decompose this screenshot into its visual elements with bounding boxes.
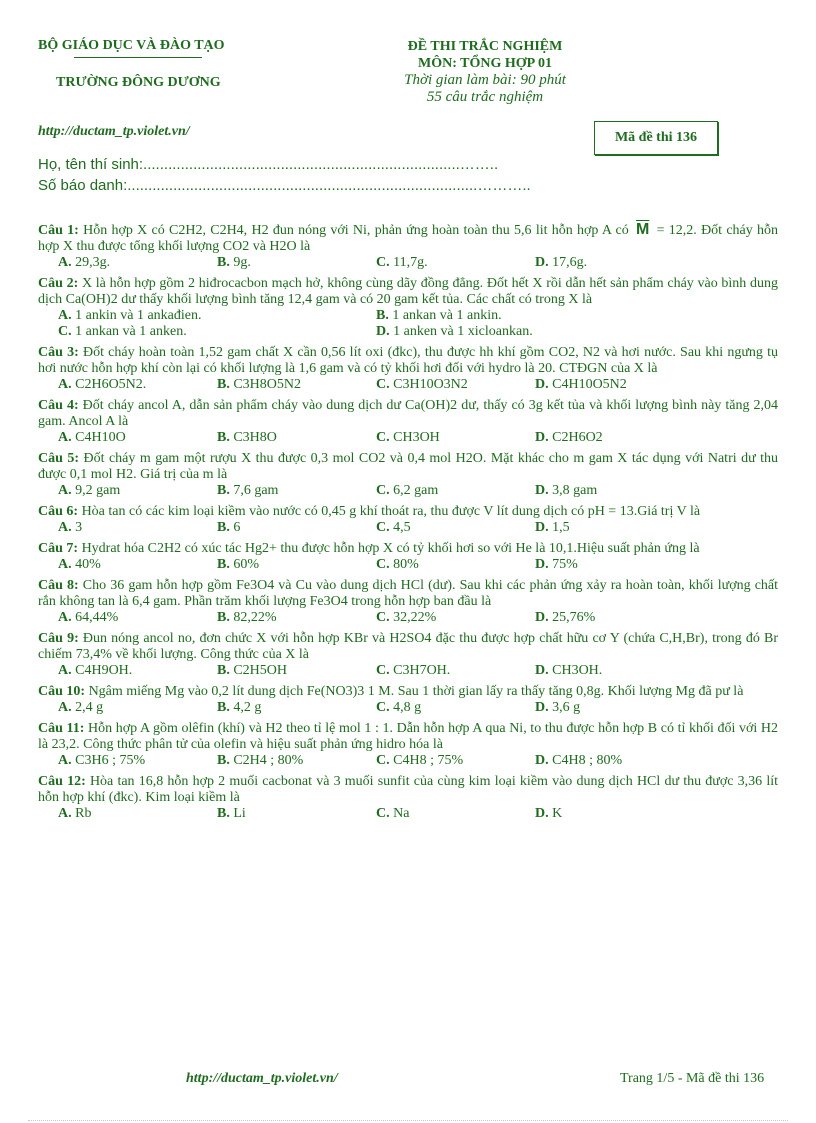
answer-option[interactable] bbox=[58, 753, 217, 769]
option-text: C3H8O5N2 bbox=[233, 377, 302, 392]
answer-option[interactable] bbox=[376, 377, 535, 393]
option-text: C3H10O3N2 bbox=[393, 377, 468, 392]
question-item bbox=[38, 578, 778, 626]
question-body: Cho 36 gam hỗn hợp gồm Fe3O4 và Cu vào dung dịch HCl (dư). Sau khi các phản ứng xảy ra hoàn toàn, khối lượng chất rắn không tan là 6,4 gam. Phần trăm khối lượng Fe3O4 trong hỗn hợp ban đầu là bbox=[38, 578, 779, 609]
option-letter: B. bbox=[376, 308, 389, 323]
question-text bbox=[38, 774, 778, 806]
answer-option[interactable] bbox=[58, 663, 217, 679]
option-letter: B. bbox=[217, 753, 230, 768]
answer-option[interactable] bbox=[535, 377, 694, 393]
question-number: Câu 5: bbox=[38, 451, 80, 466]
option-letter: B. bbox=[217, 255, 230, 270]
website-link[interactable]: http://ductam_tp.violet.vn/ bbox=[38, 124, 190, 139]
question-body: Đốt cháy hoàn toàn 1,52 gam chất X cần 0,56 lít oxi (đkc), thu được hh khí gồm CO2, N2 và hơi nước. Sau khi ngưng tụ hơi nước hỗn hợp khí còn lại có khối lượng là 1,6 gam và có tỷ khối hơi đối với hydro là 20. CTĐGN của X là bbox=[38, 345, 779, 376]
option-text: C4H8 ; 75% bbox=[393, 753, 464, 768]
student-name-field[interactable]: Họ, tên thí sinh:............................................................................…….. bbox=[38, 156, 499, 173]
option-letter: C. bbox=[376, 255, 390, 270]
exam-question-count: 55 câu trắc nghiệm bbox=[426, 89, 544, 105]
question-number: Câu 8: bbox=[38, 578, 79, 593]
option-letter: C. bbox=[376, 806, 390, 821]
option-letter: A. bbox=[58, 700, 72, 715]
answer-option[interactable] bbox=[376, 610, 535, 626]
option-text: 11,7g. bbox=[393, 255, 428, 270]
option-letter: D. bbox=[535, 255, 549, 270]
answer-option[interactable] bbox=[58, 324, 376, 340]
option-letter: B. bbox=[217, 483, 230, 498]
answer-option[interactable] bbox=[535, 255, 694, 271]
answer-option[interactable] bbox=[535, 520, 694, 536]
option-text: 75% bbox=[552, 557, 578, 572]
question-number: Câu 4: bbox=[38, 398, 79, 413]
option-letter: C. bbox=[376, 753, 390, 768]
answer-option[interactable] bbox=[535, 430, 694, 446]
option-letter: C. bbox=[376, 430, 390, 445]
answer-option[interactable] bbox=[58, 483, 217, 499]
answer-options bbox=[38, 430, 778, 446]
option-letter: D. bbox=[535, 753, 549, 768]
question-item bbox=[38, 276, 778, 340]
answer-option[interactable] bbox=[58, 520, 217, 536]
school-name: TRƯỜNG ĐÔNG DƯƠNG bbox=[56, 75, 221, 90]
answer-option[interactable] bbox=[217, 663, 376, 679]
answer-option[interactable] bbox=[376, 663, 535, 679]
answer-option[interactable] bbox=[58, 610, 217, 626]
answer-option[interactable] bbox=[535, 557, 694, 573]
answer-option[interactable] bbox=[376, 520, 535, 536]
option-text: C2H5OH bbox=[233, 663, 288, 678]
option-letter: D. bbox=[535, 663, 549, 678]
question-number: Câu 10: bbox=[38, 684, 86, 699]
option-letter: D. bbox=[376, 324, 390, 339]
answer-option[interactable] bbox=[376, 806, 535, 822]
question-body: Ngâm miếng Mg vào 0,2 lít dung dịch Fe(NO3)3 1 M. Sau 1 thời gian lấy ra thấy tăng 0,8g. Khối lượng Mg đã pư là bbox=[88, 684, 744, 699]
option-text: 17,6g. bbox=[552, 255, 588, 270]
answer-option[interactable] bbox=[535, 610, 694, 626]
answer-option[interactable] bbox=[58, 308, 376, 324]
answer-option[interactable] bbox=[58, 806, 217, 822]
option-letter: A. bbox=[58, 610, 72, 625]
answer-options bbox=[38, 700, 778, 716]
answer-option[interactable] bbox=[217, 557, 376, 573]
option-text: 1 anken và 1 xicloankan. bbox=[393, 324, 533, 339]
option-letter: A. bbox=[58, 520, 72, 535]
option-letter: D. bbox=[535, 610, 549, 625]
option-text: 6,2 gam bbox=[393, 483, 439, 498]
answer-option[interactable] bbox=[217, 483, 376, 499]
answer-options bbox=[38, 663, 778, 679]
question-body: Đốt cháy m gam một rượu X thu được 0,3 mol CO2 và 0,4 mol H2O. Mặt khác cho m gam X tác dụng với Natri dư thu được 0,1 mol H2. Giá trị của m là bbox=[38, 451, 779, 482]
option-text: Na bbox=[393, 806, 410, 821]
option-text: 29,3g. bbox=[75, 255, 111, 270]
question-text bbox=[38, 684, 778, 700]
option-text: 40% bbox=[75, 557, 101, 572]
question-item bbox=[38, 504, 778, 536]
option-text: Rb bbox=[75, 806, 92, 821]
answer-option[interactable] bbox=[376, 753, 535, 769]
option-letter: D. bbox=[535, 377, 549, 392]
option-text: C4H10O5N2 bbox=[552, 377, 627, 392]
question-body-continued: = 12,2. Đốt cháy hỗn hợp X thu được tổng khối lượng CO2 và H2O là bbox=[38, 223, 779, 254]
footer-website-link[interactable]: http://ductam_tp.violet.vn/ bbox=[186, 1071, 338, 1086]
question-text bbox=[38, 504, 778, 520]
question-text bbox=[38, 721, 778, 753]
option-letter: A. bbox=[58, 806, 72, 821]
option-text: CH3OH bbox=[393, 430, 440, 445]
option-letter: C. bbox=[376, 610, 390, 625]
question-body: Đun nóng ancol no, đơn chức X với hỗn hợp KBr và H2SO4 đặc thu được hợp chất hữu cơ Y (chứa C,H,Br), trong đó Br chiếm 73,4% về khối lượng. Công thức của X là bbox=[38, 631, 779, 662]
exam-title: ĐỀ THI TRẮC NGHIỆM bbox=[407, 39, 563, 54]
option-text: 82,22% bbox=[233, 610, 277, 625]
option-text: C4H10O bbox=[75, 430, 126, 445]
answer-option[interactable] bbox=[217, 700, 376, 716]
option-letter: A. bbox=[58, 663, 72, 678]
option-text: 4,5 bbox=[393, 520, 411, 535]
option-letter: B. bbox=[217, 430, 230, 445]
option-letter: D. bbox=[535, 520, 549, 535]
option-letter: D. bbox=[535, 806, 549, 821]
option-letter: B. bbox=[217, 520, 230, 535]
mean-molar-mass-symbol: $\overline{M}$ bbox=[636, 221, 650, 238]
answer-options bbox=[38, 806, 778, 822]
option-text: C4H9OH. bbox=[75, 663, 133, 678]
option-text: 3,6 g bbox=[552, 700, 581, 715]
option-text: C2H4 ; 80% bbox=[233, 753, 304, 768]
exam-code-box: Mã đề thi 136 bbox=[594, 121, 718, 155]
answer-option[interactable] bbox=[58, 377, 217, 393]
option-text: 1 ankin và 1 ankađien. bbox=[75, 308, 202, 323]
question-number: Câu 1: bbox=[38, 223, 79, 238]
question-body: Hòa tan có các kim loại kiềm vào nước có 0,45 g khí thoát ra, thu được V lít dung dịch có pH = 13.Giá trị V là bbox=[81, 504, 701, 519]
student-info bbox=[38, 154, 531, 196]
option-letter: C. bbox=[376, 557, 390, 572]
option-text: C3H8O bbox=[233, 430, 277, 445]
option-letter: A. bbox=[58, 255, 72, 270]
option-text: 1 ankan và 1 anken. bbox=[75, 324, 187, 339]
option-letter: C. bbox=[376, 377, 390, 392]
question-number: Câu 7: bbox=[38, 541, 79, 556]
option-letter: C. bbox=[376, 483, 390, 498]
option-letter: B. bbox=[217, 663, 230, 678]
answer-options bbox=[38, 610, 778, 626]
ministry-underline bbox=[74, 57, 202, 58]
question-number: Câu 3: bbox=[38, 345, 79, 360]
option-letter: D. bbox=[535, 483, 549, 498]
answer-option[interactable] bbox=[535, 700, 694, 716]
option-letter: C. bbox=[376, 520, 390, 535]
answer-option[interactable] bbox=[376, 483, 535, 499]
answer-options bbox=[38, 520, 778, 536]
answer-option[interactable] bbox=[535, 806, 694, 822]
answer-option[interactable] bbox=[217, 255, 376, 271]
question-item bbox=[38, 345, 778, 393]
question-body: X là hỗn hợp gồm 2 hiđrocacbon mạch hở, không cùng dãy đồng đẳng. Đốt hết X rồi dẫn hết sản phẩm cháy vào bình dung dịch Ca(OH)2 dư thấy khối lượng bình tăng 12,4 gam và có 20 gam kết tủa. Các chất có trong X là bbox=[38, 276, 778, 307]
question-number: Câu 11: bbox=[38, 721, 85, 736]
exam-subject: MÔN: TỔNG HỢP 01 bbox=[418, 56, 552, 71]
option-letter: D. bbox=[535, 557, 549, 572]
option-text: 32,22% bbox=[393, 610, 437, 625]
option-text: 4,8 g bbox=[393, 700, 422, 715]
question-text bbox=[38, 222, 778, 255]
option-letter: A. bbox=[58, 377, 72, 392]
question-body: Hòa tan 16,8 hỗn hợp 2 muối cacbonat và 3 muối sunfit của cùng kim loại kiềm vào dung dịch HCl dư thu được 3,36 lít hỗn hợp khí (đkc). Kim loại kiềm là bbox=[38, 774, 779, 805]
option-letter: A. bbox=[58, 483, 72, 498]
question-item bbox=[38, 222, 778, 271]
answer-option[interactable] bbox=[535, 483, 694, 499]
option-letter: B. bbox=[217, 806, 230, 821]
question-item bbox=[38, 631, 778, 679]
question-list bbox=[38, 222, 778, 827]
option-text: 64,44% bbox=[75, 610, 119, 625]
option-text: 9g. bbox=[233, 255, 251, 270]
option-text: C4H8 ; 80% bbox=[552, 753, 623, 768]
option-text: C3H6 ; 75% bbox=[75, 753, 146, 768]
option-letter: A. bbox=[58, 308, 72, 323]
option-letter: D. bbox=[535, 430, 549, 445]
option-text: C2H6O5N2. bbox=[75, 377, 147, 392]
option-letter: C. bbox=[58, 324, 72, 339]
option-letter: A. bbox=[58, 430, 72, 445]
option-text: 60% bbox=[233, 557, 260, 572]
option-letter: B. bbox=[217, 557, 230, 572]
answer-option[interactable] bbox=[217, 610, 376, 626]
question-number: Câu 9: bbox=[38, 631, 79, 646]
answer-options bbox=[38, 557, 778, 573]
question-text bbox=[38, 398, 778, 430]
answer-option[interactable] bbox=[217, 520, 376, 536]
option-letter: A. bbox=[58, 557, 72, 572]
option-text: 1 ankan và 1 ankin. bbox=[392, 308, 502, 323]
answer-options bbox=[38, 377, 778, 393]
question-item bbox=[38, 684, 778, 716]
answer-option[interactable] bbox=[535, 753, 694, 769]
question-number: Câu 12: bbox=[38, 774, 86, 789]
answer-option[interactable] bbox=[376, 557, 535, 573]
question-body: Đốt cháy ancol A, dẫn sản phẩm cháy vào dung dịch dư Ca(OH)2 dư, thấy có 3g kết tủa và khối lượng bình này tăng 2,04 gam. Ancol A là bbox=[38, 398, 779, 429]
answer-option[interactable] bbox=[376, 430, 535, 446]
option-text: 6 bbox=[233, 520, 241, 535]
option-text: 80% bbox=[393, 557, 419, 572]
option-text: K bbox=[552, 806, 563, 821]
question-text bbox=[38, 276, 778, 308]
answer-option[interactable] bbox=[217, 806, 376, 822]
question-text bbox=[38, 451, 778, 483]
option-letter: B. bbox=[217, 700, 230, 715]
answer-option[interactable] bbox=[376, 700, 535, 716]
footer-page-info: Trang 1/5 - Mã đề thi 136 bbox=[620, 1071, 765, 1086]
option-text: 3,8 gam bbox=[552, 483, 598, 498]
answer-option[interactable] bbox=[535, 663, 694, 679]
exam-header bbox=[360, 38, 610, 106]
answer-option[interactable] bbox=[376, 324, 694, 340]
question-text bbox=[38, 578, 778, 610]
question-item bbox=[38, 774, 778, 822]
question-body: Hydrat hóa C2H2 có xúc tác Hg2+ thu được hỗn hợp X có tỷ khối hơi so với He là 10,1.Hiệu suất phản ứng là bbox=[81, 541, 700, 556]
answer-option[interactable] bbox=[217, 753, 376, 769]
question-item bbox=[38, 451, 778, 499]
question-text bbox=[38, 631, 778, 663]
question-number: Câu 6: bbox=[38, 504, 79, 519]
answer-options bbox=[38, 255, 778, 271]
answer-options bbox=[38, 483, 778, 499]
option-text: CH3OH. bbox=[552, 663, 603, 678]
question-item bbox=[38, 541, 778, 573]
answer-options bbox=[38, 308, 778, 340]
option-letter: D. bbox=[535, 700, 549, 715]
option-letter: C. bbox=[376, 700, 390, 715]
exam-duration: Thời gian làm bài: 90 phút bbox=[404, 72, 566, 88]
option-text: 1,5 bbox=[552, 520, 570, 535]
answer-option[interactable] bbox=[58, 255, 217, 271]
option-text: 4,2 g bbox=[233, 700, 262, 715]
option-letter: B. bbox=[217, 377, 230, 392]
answer-option[interactable] bbox=[217, 377, 376, 393]
question-text bbox=[38, 345, 778, 377]
question-text bbox=[38, 541, 778, 557]
answer-option[interactable] bbox=[217, 430, 376, 446]
option-letter: B. bbox=[217, 610, 230, 625]
student-id-field[interactable]: Số báo danh:....................................................................................……….. bbox=[38, 177, 531, 194]
option-text: 2,4 g bbox=[75, 700, 104, 715]
page-bottom-divider bbox=[28, 1120, 788, 1121]
question-body: Hỗn hợp A gồm olêfin (khí) và H2 theo tỉ lệ mol 1 : 1. Dẫn hỗn hợp A qua Ni, to thu được hỗn hợp B có tỉ khối đối với H2 là 23,2. Công thức phân tử của olefin và hiệu suất phản ứng hidro hóa là bbox=[38, 721, 778, 752]
answer-option[interactable] bbox=[58, 557, 217, 573]
option-text: 3 bbox=[75, 520, 83, 535]
option-text: Li bbox=[233, 806, 246, 821]
option-text: C3H7OH. bbox=[393, 663, 451, 678]
answer-option[interactable] bbox=[58, 700, 217, 716]
option-text: 9,2 gam bbox=[75, 483, 121, 498]
ministry-name: BỘ GIÁO DỤC VÀ ĐÀO TẠO bbox=[38, 38, 225, 53]
answer-option[interactable] bbox=[376, 308, 694, 324]
answer-option[interactable] bbox=[376, 255, 535, 271]
answer-options bbox=[38, 753, 778, 769]
option-text: 25,76% bbox=[552, 610, 596, 625]
option-text: C2H6O2 bbox=[552, 430, 603, 445]
option-letter: A. bbox=[58, 753, 72, 768]
question-item bbox=[38, 398, 778, 446]
answer-option[interactable] bbox=[58, 430, 217, 446]
question-body: Hỗn hợp X có C2H2, C2H4, H2 đun nóng với Ni, phản ứng hoàn toàn thu 5,6 lit hỗn hợp A có bbox=[83, 223, 629, 238]
option-letter: C. bbox=[376, 663, 390, 678]
question-number: Câu 2: bbox=[38, 276, 79, 291]
option-text: 7,6 gam bbox=[233, 483, 279, 498]
question-item bbox=[38, 721, 778, 769]
